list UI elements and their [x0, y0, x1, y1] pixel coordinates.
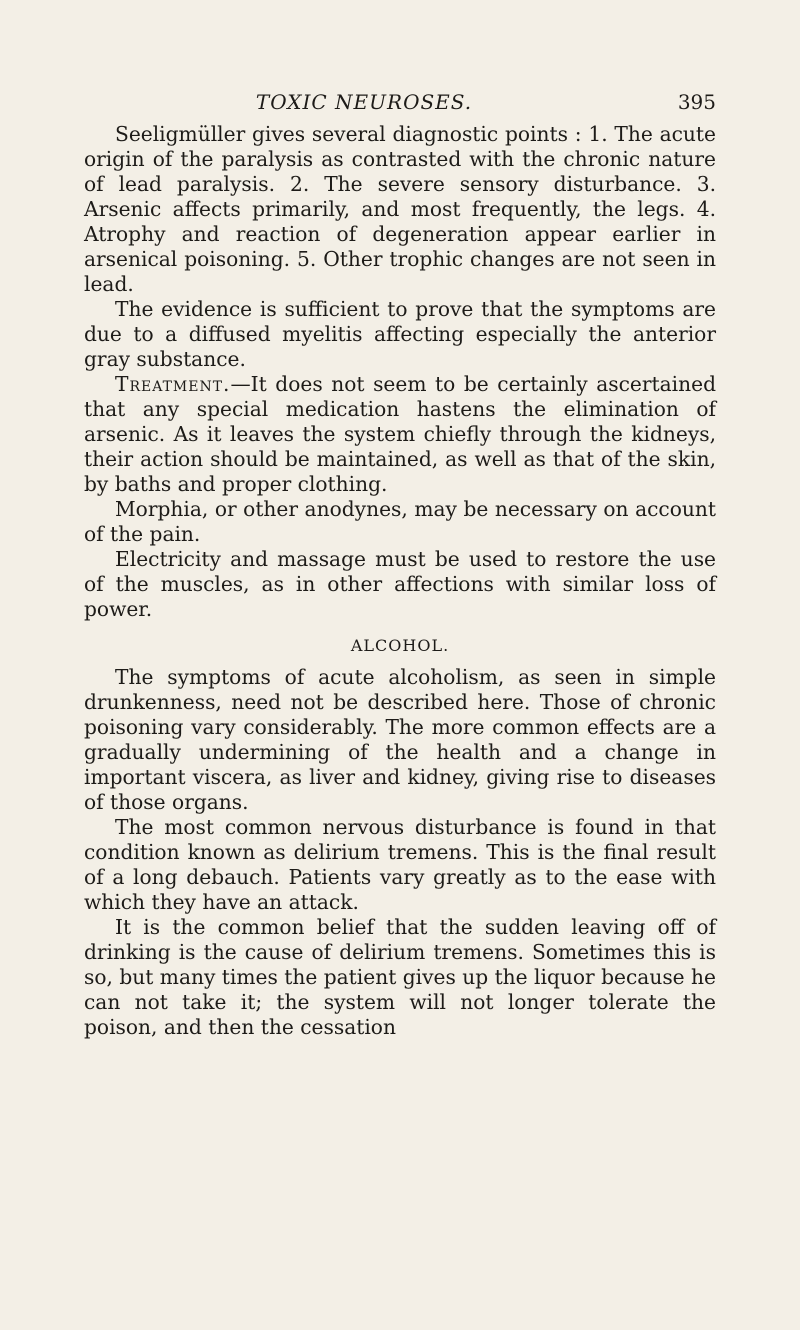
paragraph-morphia: Morphia, or other anodynes, may be necessary on account of the pain.	[84, 497, 716, 546]
running-title: TOXIC NEUROSES.	[255, 90, 473, 114]
paragraph-delirium-tremens: The most common nervous disturbance is found in that condition known as delirium tremens. This is the final result of a long debauch. Patients vary greatly as to the ease with which they have an attack.	[84, 815, 716, 914]
paragraph-electricity: Electricity and massage must be used to restore the use of the muscles, as in other affections with similar loss of power.	[84, 547, 716, 621]
running-header	[84, 88, 716, 122]
paragraph-treatment	[84, 372, 716, 497]
page-number: 395	[677, 90, 716, 114]
section-heading-alcohol: ALCOHOL.	[350, 636, 450, 655]
treatment-text: —It does not seem to be certainly ascertained that any special medication hastens the elimination of arsenic. As it leaves the system chiefly through the kidneys, their action should be maintained, as well as that of the skin, by baths and proper clothing.	[84, 372, 716, 496]
paragraph-common-belief: It is the common belief that the sudden leaving off of drinking is the cause of delirium tremens. Sometimes this is so, but many times the patient gives up the liquor because he can not take it; the system will not longer tolerate the poison, and then the cessation	[84, 915, 716, 1039]
body-text	[84, 122, 716, 1040]
paragraph-diagnostic-points: Seeligmüller gives several diagnostic points : 1. The acute origin of the paralysis as contrasted with the chronic nature of lead paralysis. 2. The severe sensory disturbance. 3. Arsenic affects primarily, and most frequently, the legs. 4. Atrophy and reaction of degeneration appear earlier in arsenical poisoning. 5. Other trophic changes are not seen in lead.	[84, 122, 716, 296]
treatment-label: Treatment.	[115, 372, 231, 396]
paragraph-evidence: The evidence is sufficient to prove that the symptoms are due to a diffused myelitis affecting especially the anterior gray substance.	[84, 297, 716, 371]
book-page	[84, 88, 716, 1040]
paragraph-acute-alcoholism: The symptoms of acute alcoholism, as seen in simple drunkenness, need not be described here. Those of chronic poisoning vary considerably. The more common effects are a gradually undermining of the health and a change in important viscera, as liver and kidney, giving rise to diseases of those organs.	[84, 665, 716, 814]
